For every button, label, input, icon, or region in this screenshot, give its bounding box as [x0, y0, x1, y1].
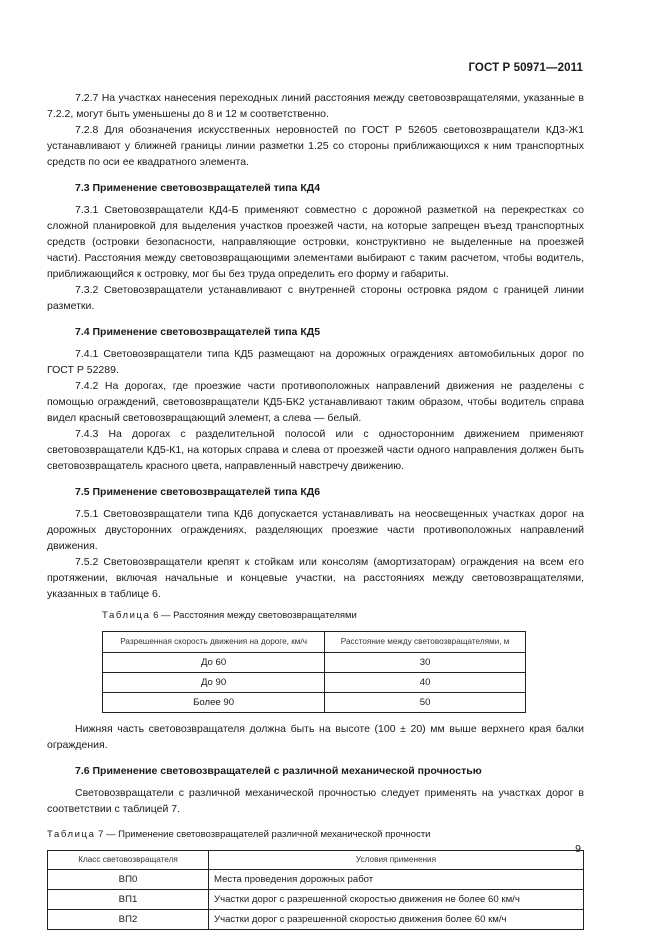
paragraph-7-5-1: 7.5.1 Световозвращатели типа КД6 допускается устанавливать на неосвещенных участках дорог на дорожных двусторонних ограждениях, разделяющих проезжие части противоположных направлений движения. [47, 508, 584, 552]
table-7-header-row [48, 851, 584, 870]
table-6-caption-label: Таблица [102, 610, 151, 621]
section-heading-7-4: 7.4 Применение световозвращателей типа КД5 [75, 326, 321, 338]
table-cell: 30 [325, 653, 526, 673]
table-cell: Места проведения дорожных работ [209, 870, 584, 890]
paragraph-7-5-2: 7.5.2 Световозвращатели крепят к стойкам или консолям (амортизаторам) ограждения на всем его протяжении, включая начальные и концевые участки, на расстояниях между световозвращателями, указанных в таблице 6. [47, 556, 584, 600]
table-cell: ВП2 [48, 910, 209, 930]
table-row [48, 890, 584, 910]
table-cell: ВП1 [48, 890, 209, 910]
table-6-caption [102, 608, 584, 624]
section-heading-7-5: 7.5 Применение световозвращателей типа КД6 [75, 486, 321, 498]
paragraph-7-4-2: 7.4.2 На дорогах, где проезжие части противоположных направлений движения не разделены с помощью ограждений, световозвращатели КД5-БК2 устанавливают таким образом, чтобы водитель справа видел красный световозвращающий элемент, а слева — белый. [47, 380, 584, 424]
paragraph-7-3-2: 7.3.2 Световозвращатели устанавливают с внутренней стороны островка рядом с границей линии разметки. [47, 284, 584, 312]
table-7-header-conditions: Условия применения [209, 851, 584, 870]
section-heading-7-3: 7.3 Применение световозвращателей типа КД4 [75, 182, 321, 194]
table-6 [102, 631, 526, 713]
table-7-caption [47, 827, 584, 843]
paragraph-7-4-3: 7.4.3 На дорогах с разделительной полосой или с односторонним движением применяют световозвращатели КД5-К1, на которых справа и слева от проезжей части одного направления должен быть световозвращатель красного цвета, направленный навстречу движению. [47, 428, 584, 472]
table-6-header-speed: Разрешенная скорость движения на дороге, км/ч [103, 632, 325, 653]
table-6-caption-text: 6 — Расстояния между световозвращателями [150, 610, 357, 621]
table-cell: ВП0 [48, 870, 209, 890]
table-cell: Более 90 [103, 693, 325, 713]
page-number: 9 [575, 843, 581, 855]
table-7-header-class: Класс световозвращателя [48, 851, 209, 870]
document-body [47, 90, 584, 930]
table-7-caption-text: 7 — Применение световозвращателей различной механической прочности [95, 829, 431, 840]
paragraph-7-4-1: 7.4.1 Световозвращатели типа КД5 размещают на дорожных ограждениях автомобильных дорог по ГОСТ Р 52289. [47, 348, 584, 376]
paragraph-7-2-7: 7.2.7 На участках нанесения переходных линий расстояния между световозвращателями, указанные в 7.2.2, могут быть уменьшены до 8 и 12 м соответственно. [47, 92, 584, 120]
table-cell: До 90 [103, 673, 325, 693]
standard-header: ГОСТ Р 50971—2011 [468, 62, 583, 74]
section-heading-7-6: 7.6 Применение световозвращателей с различной механической прочностью [75, 765, 482, 777]
table-cell: 50 [325, 693, 526, 713]
paragraph-7-6: Световозвращатели с различной механической прочностью следует применять на участках дорог в соответствии с таблицей 7. [47, 787, 584, 815]
table-cell: 40 [325, 673, 526, 693]
table-6-header-distance: Расстояние между световозвращателями, м [325, 632, 526, 653]
table-row [48, 870, 584, 890]
table-row [103, 653, 526, 673]
paragraph-7-3-1: 7.3.1 Световозвращатели КД4-Б применяют совместно с дорожной разметкой на перекрестках со сложной планировкой для выделения участков проезжей части, на которые запрещен въезд транспортных средств (островки безопасности, направляющие островки, конструктивно не выделенные на проезжей части). Расстояния между световозвращающими элементами выбирают с таким расчетом, чтобы водитель, приближающийся к островку, мог бы без труда определить его форму и габариты. [47, 204, 584, 280]
paragraph-7-2-8: 7.2.8 Для обозначения искусственных неровностей по ГОСТ Р 52605 световозвращатели КД3-Ж1 устанавливают у ближней границы линии разметки 1.25 со стороны приближающихся к ним транспортных средств по оси ее квадратного элемента. [47, 124, 584, 168]
table-cell: До 60 [103, 653, 325, 673]
table-row [103, 693, 526, 713]
table-6-header-row [103, 632, 526, 653]
table-7 [47, 850, 584, 930]
table-row [48, 910, 584, 930]
table-cell: Участки дорог с разрешенной скоростью движения более 60 км/ч [209, 910, 584, 930]
paragraph-mount-height: Нижняя часть световозвращателя должна быть на высоте (100 ± 20) мм выше верхнего края балки ограждения. [47, 723, 584, 751]
table-cell: Участки дорог с разрешенной скоростью движения не более 60 км/ч [209, 890, 584, 910]
table-row [103, 673, 526, 693]
table-7-caption-label: Таблица [47, 829, 96, 840]
